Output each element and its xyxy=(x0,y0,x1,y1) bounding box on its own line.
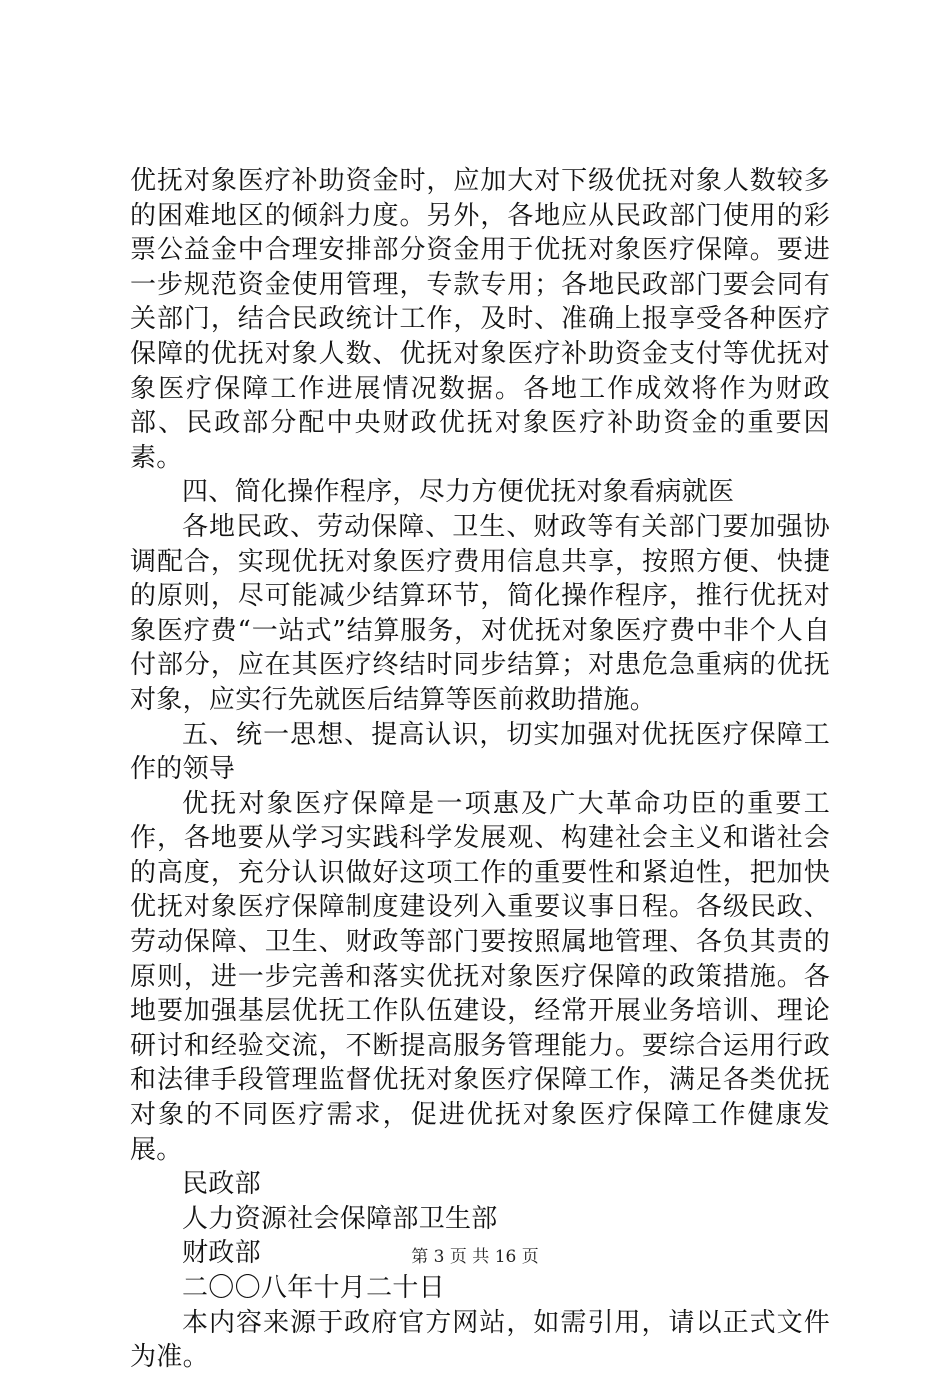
paragraph-simplify-procedures: 各地民政、劳动保障、卫生、财政等有关部门要加强协调配合，实现优抚对象医疗费用信息共享，按照方便、快捷的原则，尽可能减少结算环节，简化操作程序，推行优抚对象医疗费“一站式”结算服务，对优抚对象医疗费中非个人自付部分，应在其医疗终结时同步结算；对患危急重病的优抚对象，应实行先就医后结算等医前救助措施。 xyxy=(130,511,830,715)
source-note: 本内容来源于政府官方网站，如需引用，请以正式文件为准。 xyxy=(130,1307,830,1373)
section-heading-5: 五、统一思想、提高认识，切实加强对优抚医疗保障工作的领导 xyxy=(130,719,830,785)
signature-ministry-hr-health: 人力资源社会保障部卫生部 xyxy=(182,1203,498,1234)
page-footer: 第 3 页 共 16 页 xyxy=(411,1247,539,1267)
paragraph-leadership: 优抚对象医疗保障是一项惠及广大革命功臣的重要工作，各地要从学习实践科学发展观、构建社会主义和谐社会的高度，充分认识做好这项工作的重要性和紧迫性，把加快优抚对象医疗保障制度建设列入重要议事日程。各级民政、劳动保障、卫生、财政等部门要按照属地管理、各负其责的原则，进一步完善和落实优抚对象医疗保障的政策措施。各地要加强基层优抚工作队伍建设，经常开展业务培训、理论研讨和经验交流，不断提高服务管理能力。要综合运用行政和法律手段管理监督优抚对象医疗保障工作，满足各类优抚对象的不同医疗需求，促进优抚对象医疗保障工作健康发展。 xyxy=(130,788,830,1165)
document-body xyxy=(130,164,830,1375)
signature-ministry-civil-affairs: 民政部 xyxy=(182,1169,261,1200)
section-heading-4: 四、简化操作程序，尽力方便优抚对象看病就医 xyxy=(182,477,735,508)
document-date: 二〇〇八年十月二十日 xyxy=(182,1273,446,1303)
paragraph-funding-continued: 优抚对象医疗补助资金时，应加大对下级优抚对象人数较多的困难地区的倾斜力度。另外，各地应从民政部门使用的彩票公益金中合理安排部分资金用于优抚对象医疗保障。要进一步规范资金使用管理，专款专用；各地民政部门要会同有关部门，结合民政统计工作，及时、准确上报享受各种医疗保障的优抚对象人数、优抚对象医疗补助资金支付等优抚对象医疗保障工作进展情况数据。各地工作成效将作为财政部、民政部分配中央财政优抚对象医疗补助资金的重要因素。 xyxy=(130,166,830,473)
signature-ministry-finance: 财政部 xyxy=(182,1238,261,1269)
